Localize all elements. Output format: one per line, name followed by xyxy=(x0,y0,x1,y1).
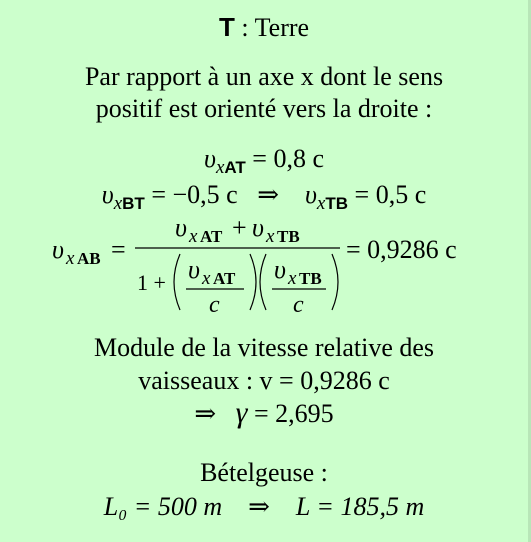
gamma-line xyxy=(0,398,528,429)
svg-text:1 +: 1 + xyxy=(137,270,166,295)
l0-value: L₀ = 500 m xyxy=(103,492,223,521)
svg-text:c: c xyxy=(293,292,304,318)
svg-text:TB: TB xyxy=(299,269,322,288)
gamma-symbol: γ xyxy=(235,396,248,429)
intro-line-1: Par rapport à un axe x dont le sens xyxy=(84,62,444,91)
module-line-2: vaisseaux : v = 0,9286 c xyxy=(138,366,390,395)
v-at-value: = 0,8 c xyxy=(252,144,324,173)
title-symbol: T xyxy=(218,12,235,42)
v-ab-result: = 0,9286 c xyxy=(346,235,457,264)
velocity-addition-formula xyxy=(0,212,528,322)
svg-text:+: + xyxy=(232,213,247,242)
v-bt-value: = −0,5 c xyxy=(151,180,238,209)
svg-text:x: x xyxy=(288,268,297,289)
svg-text:c: c xyxy=(209,292,220,318)
svg-text:υ: υ xyxy=(175,213,187,242)
svg-text:AT: AT xyxy=(213,269,236,288)
equation-v-at: $\upsilon_{xAT} = 0,8$ c xyxy=(204,144,324,178)
svg-text:x: x xyxy=(266,226,275,247)
svg-text:=: = xyxy=(111,235,126,264)
implies-arrow-2: ⇒ xyxy=(194,399,217,428)
gamma-value: = 2,695 xyxy=(253,399,334,428)
equation-v-bt-tb: $\upsilon_{xBT} = -0,5$ c ⇒ $\upsilon_{xTB} = 0,5$ c xyxy=(101,180,427,214)
l-value: L = 185,5 m xyxy=(295,492,425,521)
svg-text:TB: TB xyxy=(277,227,300,246)
svg-text:υ: υ xyxy=(188,255,200,284)
implies-arrow-1: ⇒ xyxy=(257,180,279,209)
module-line-1: Module de la vitesse relative des xyxy=(93,333,435,362)
svg-text:AT: AT xyxy=(200,227,223,246)
svg-text:x: x xyxy=(66,248,75,269)
svg-text:υ: υ xyxy=(252,213,264,242)
length-contraction-line xyxy=(0,492,528,522)
intro-line-2: positif est orienté vers la droite : xyxy=(95,94,433,123)
title-line xyxy=(0,12,528,43)
implies-arrow-3: ⇒ xyxy=(248,492,270,521)
svg-text:AB: AB xyxy=(77,249,101,268)
title-label: : Terre xyxy=(234,13,310,42)
betelgeuse-label: Bételgeuse : xyxy=(200,458,328,487)
svg-text:x: x xyxy=(202,268,211,289)
v-tb-value: = 0,5 c xyxy=(354,180,427,209)
svg-text:υ: υ xyxy=(52,235,64,264)
svg-text:x: x xyxy=(189,226,198,247)
svg-text:υ: υ xyxy=(274,255,286,284)
